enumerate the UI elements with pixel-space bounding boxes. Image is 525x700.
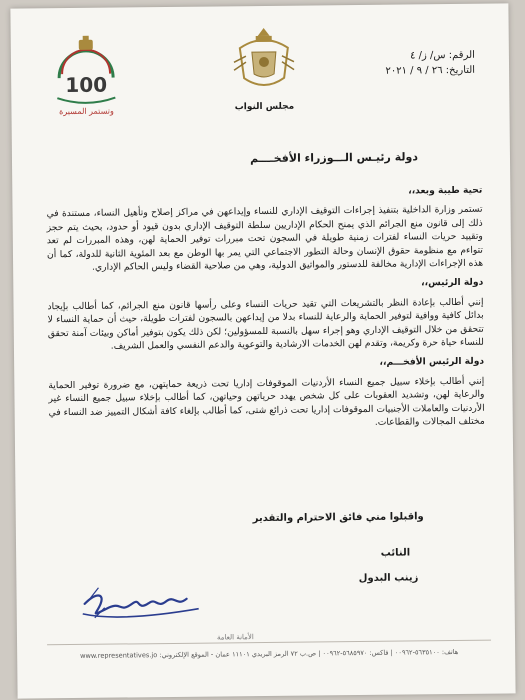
letter-page	[10, 3, 515, 698]
coat-of-arms-icon	[226, 22, 303, 97]
handwritten-signature	[78, 573, 207, 630]
letter-body	[46, 180, 485, 439]
greeting: تحية طيبة وبعد،،	[408, 184, 483, 197]
footer-office-mark: الأمانة العامة	[216, 633, 254, 642]
body-paragraph-2: إنني أطالب بإعادة النظر بالتشريعات التي تقيد حريات النساء وعلى رأسها قانون منع الجرائم، كما أطالب بإيجاد بدائل كافية ووافية لتوفير الحماية والرعاية للنساء بدلا من إيداعهن بالسجون لفترات طويلة، حيث أن حماية النساء لا تتحقق من خلال التوقيف الإداري وهو إجراء سهل بالنسبة للمسؤولين؛ لكن ذلك يكون بتوفير أماكن وبيئات آمنة تحقق للنساء حياة حرة وكريمة، وتقدم لهن الخدمات الارشادية والتوعوية والدعم النفسي والعمل الشريف.	[47, 296, 484, 352]
closing-line: واقبلوا مني فائق الاحترام والتقدير	[252, 511, 424, 525]
reference-date: التاريخ: ٢٦ / ٩ / ٢٠٢١	[385, 64, 476, 77]
svg-text:وتستمر المسيرة: وتستمر المسيرة	[59, 106, 114, 117]
signer-name: زينب البدول	[358, 572, 419, 585]
signer-title: النائب	[380, 547, 411, 559]
emblem-caption: مجلس النواب	[234, 101, 295, 113]
section-heading-2: دولة الرئيس الأفخـــم،،	[379, 356, 485, 369]
footer-contact: هاتف: ٥٦٣٥١٠٠-٠٠٩٦٢ | فاكس: ٥٦٨٥٩٧٠-٠٠٩٦٢ | ص.ب ٧٢ الرمز البريدي ١١١٠١ عمان - الموقع الإلكتروني: www.representatives.jo	[80, 647, 459, 660]
footer-divider	[47, 640, 491, 646]
centennial-logo	[49, 33, 124, 118]
parliament-emblem	[226, 22, 303, 115]
body-paragraph-3: إنني أطالب بإخلاء سبيل جميع النساء الأردنيات الموقوفات إداريا تحت ذريعة حمايتهن، مع ضرورة توفير الحماية والرعاية لهن، وتشديد العقوبات على كل شخص يهدد حرياتهن وحياتهن، كما أطالب بإخلاء سبيل جميع النساء غير الأردنيات والعاملات الأجنبيات الموقوفات إداريا تحت ذرائع شتى، كما أطالب بإلغاء كافة أشكال التمييز ضد النساء في مختلف المجالات والقطاعات.	[48, 375, 485, 428]
svg-text:100: 100	[65, 72, 108, 98]
body-paragraph-1: تستمر وزارة الداخلية بتنفيذ إجراءات التوقيف الإداري للنساء وإيداعهن في مراكز إصلاح وتأهيل النساء، مستندة في ذلك إلى قانون منع الجرائم الذي يمنح الحكام الإداريين سلطة التوقيف الإداري بدون قيود أو حدود، بحيث يتم حجز وتقييد حريات النساء لفترات زمنية طويلة في السجون تحت مبررات توفير الحماية لهن، وهذه المبررات لم تعد تتواءم مع منظومة حقوق الإنسان وحالة التطور الاجتماعي التي يمر بها الوطن مع بعد المئوية الثانية للدولة، كما أن هذه الإجراءات الإدارية مخالفة للدستور والمواثيق الدولية، وهي من صلاحية القضاء وليس الحاكم الإداري.	[46, 204, 484, 273]
reference-number: الرقم: س/ ز/ ٤	[410, 49, 475, 62]
section-heading-1: دولة الرئيس،،	[421, 277, 484, 289]
reference-block	[385, 48, 475, 79]
addressee: دولة رئيـس الـــوزراء الأفخــــم	[249, 150, 419, 166]
